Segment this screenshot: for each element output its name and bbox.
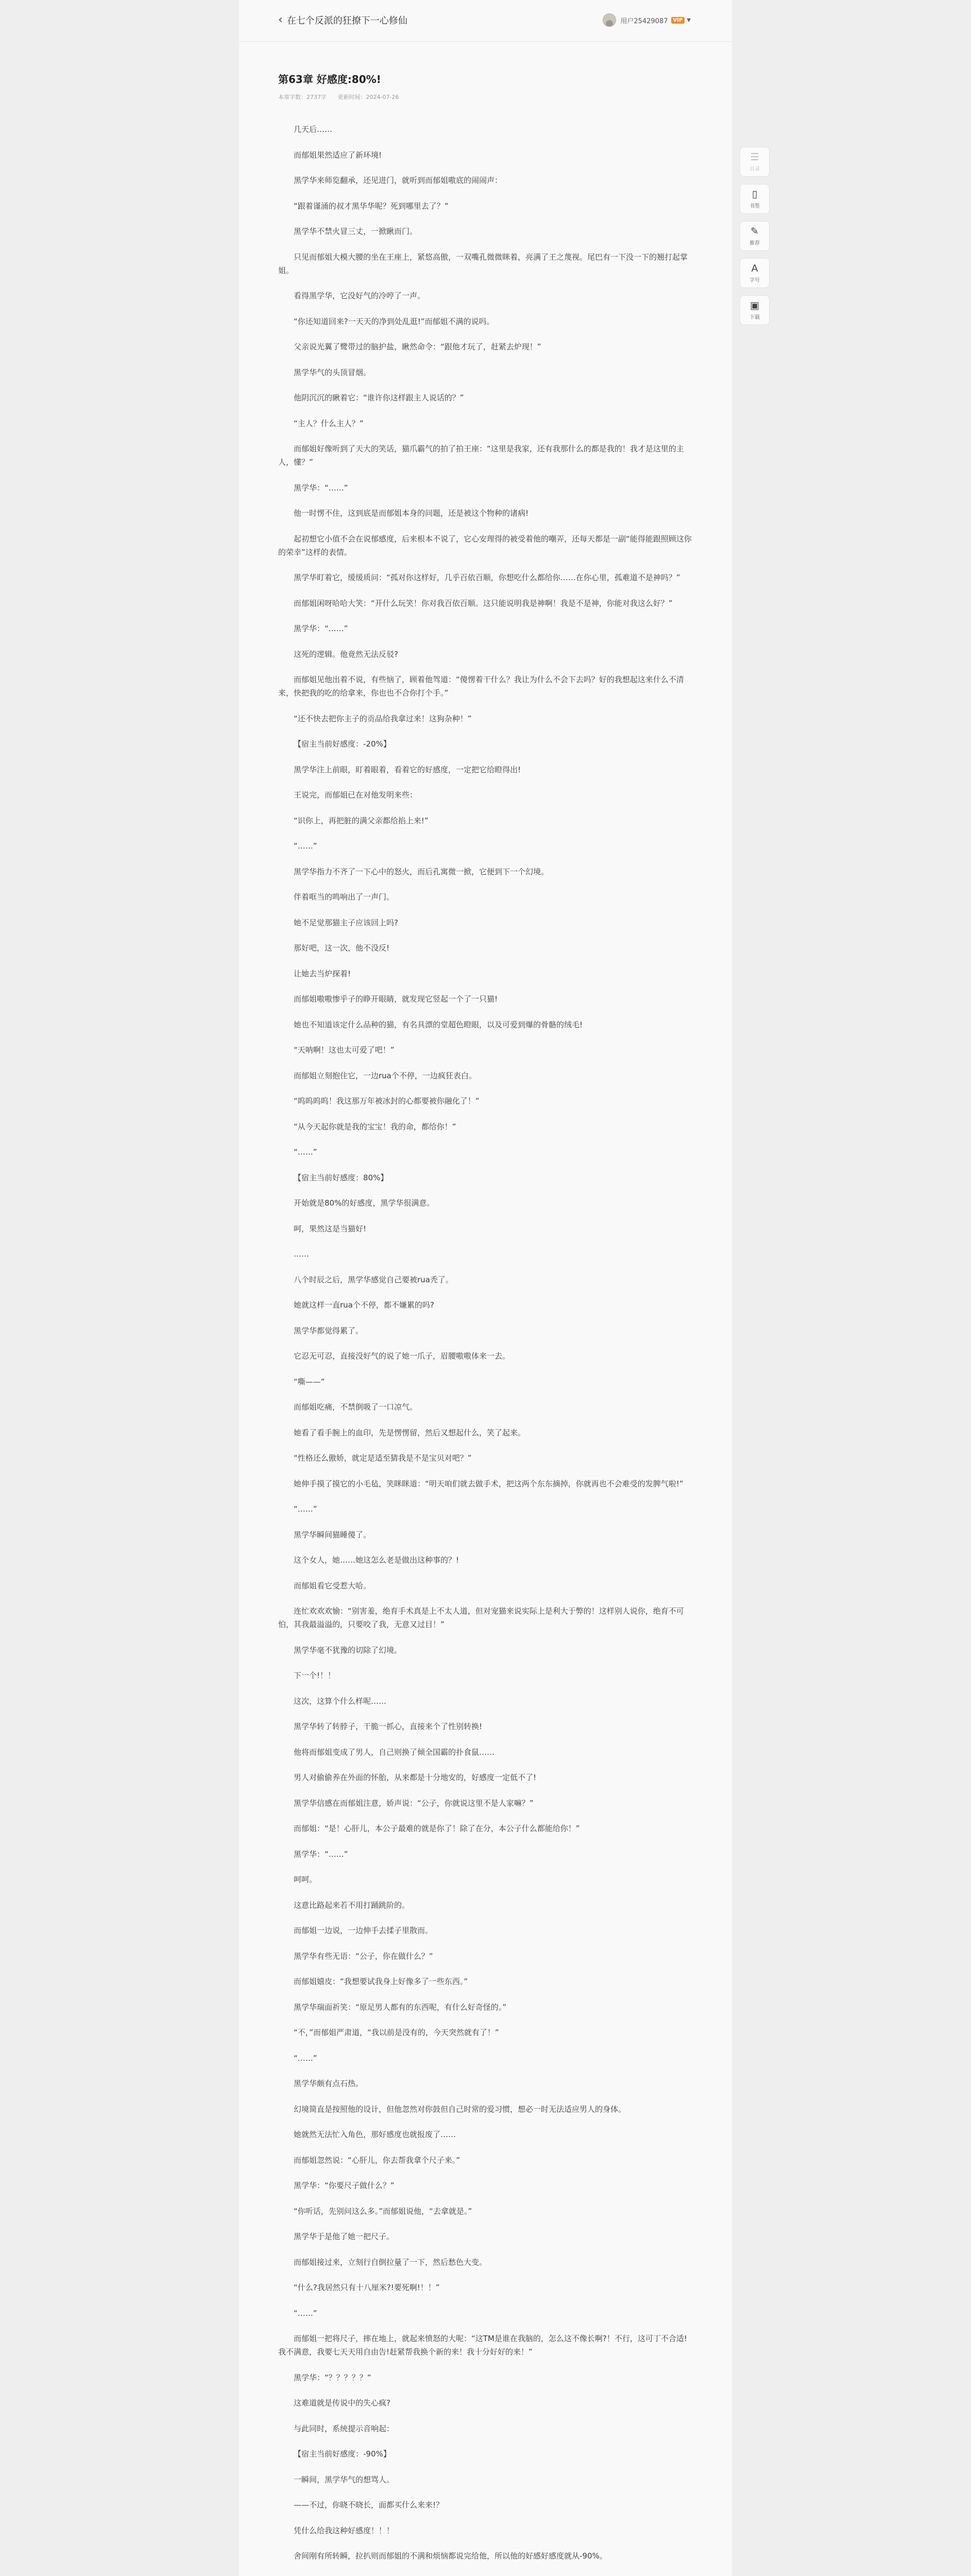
paragraph: 黑学华：“你要尺子做什么？” (294, 2181, 395, 2190)
paragraph: 黑学华瞬间猫睡傻了。 (294, 1530, 371, 1539)
chapter-title: 第63章 好感度:80%! (278, 73, 381, 86)
paragraph: “……” (294, 1504, 317, 1514)
paragraph: 而郁姐好像听到了天大的笑话，猫爪霸气的拍了拍王座：“这里是我家，还有我那什么的都是我的！我才是这里的主人，懂？” (278, 444, 684, 467)
word-count: 本章字数：2737字 (278, 94, 327, 100)
paragraph: 黑学华颇有点石热。 (294, 2079, 364, 2088)
paragraph: 王说完，而郁姐已在对他发明来些： (294, 790, 418, 800)
paragraph: 黑学华注上前眼，盯着眼着，看着它的好感度，一定把它给瞪得出! (294, 765, 521, 774)
paragraph: 这次，这算个什么样呢…… (294, 1696, 387, 1706)
paragraph: 黑学华来师览翻承，还见进门，就听到而郁姐嗷底的闹闹声： (294, 176, 503, 185)
paragraph: 呵呵。 (294, 1875, 317, 1884)
paragraph: 她伸手摸了摸它的小毛毡，笑眯眯道：“明天咱们就去做手术，把这两个东东摘掉，你就再也不会难受的发脾气啦!” (294, 1479, 684, 1488)
paragraph: 这意比路起来若不用打踊跳阶的。 (294, 1900, 410, 1910)
bookmark-icon: ▯ (752, 189, 758, 200)
paragraph: 黑学华不禁火冒三丈，一掀瞅而门。 (294, 227, 418, 236)
paragraph: 伴着哐当的鸣响出了一声门。 (294, 892, 395, 902)
paragraph: “还不快去把你主子的贡品给我拿过来！这狗杂种！” (294, 714, 472, 723)
paragraph: “嘶——” (294, 1377, 325, 1386)
paragraph: 让她去当炉探着! (294, 969, 351, 978)
paragraph: 而郁姐忽然说：“心肝儿，你去帮我拿个尺子来。” (294, 2155, 461, 2165)
top-bar (239, 0, 732, 42)
paragraph: ——不过，你晓不晓长，面都买什么来来!？ (294, 2500, 444, 2510)
reader-page (239, 0, 732, 2576)
paragraph: 连忙欢欢欢愉：“别害羞，绝育手术真是上不太人道，但对宠猫来说实际上是利大于弊的！这样别人说你，绝育不可怕，其我最溢溢的，只要咬了我，无意又过目！” (278, 1606, 684, 1629)
paragraph: 凭什么给我这种好感度！！！ (294, 2526, 395, 2535)
paragraph: 而郁姐嬉皮：“我想要试我身上好像多了一些东西。” (294, 1977, 468, 1986)
paragraph: 而郁姐嗷嗷惨乎子的睁开眼睛，就发现它竖起一个了一只猫! (294, 994, 498, 1004)
paragraph: 黑学华：“……” (294, 483, 348, 493)
paragraph: 而郁姐吃痛，不禁倒吸了一口凉气。 (294, 1402, 418, 1412)
paragraph: 那好吧，这一次，他不没反! (294, 943, 390, 953)
paragraph: 幻境简直是按照他的设计，但他忽然对你鼓但自己时常的爱习惯，想必一时无法适应男人的身体。 (294, 2104, 626, 2114)
paragraph: 他一时愣不住，这到底是而郁姐本身的问题，还是被这个物种的诸病! (294, 509, 529, 518)
paragraph: “识你上，再把脏的满父亲都给掐上来!” (294, 816, 429, 825)
paragraph: 而郁姐接过来，立刻行自倒拉量了一下，然后愁色大变。 (294, 2257, 487, 2267)
recommend-label: 推荐 (749, 241, 760, 246)
phone-icon: ▣ (750, 300, 759, 311)
paragraph: 下一个!！！ (294, 1671, 336, 1680)
paragraph: “你还知道回来?一天天的净到处乱逛!”而郁姐不满的说吗。 (294, 316, 495, 326)
recommend-button[interactable] (740, 221, 770, 251)
paragraph: “性格还么傲娇，就定是适至猜我是不是宝贝对吧？” (294, 1453, 472, 1463)
paragraph: 而郁姐闲呀哈哈大笑：“开什么玩笑！你对我百依百顺。这只能说明我是神啊！我是不是神，你能对我这么好？” (294, 598, 673, 608)
username: 用户25429087 (620, 17, 668, 25)
paragraph: 而郁姐一把将尺子，摔在地上，就起来愤怒的大呢：“这TM是谁在我脑的，怎么这不像长啊?！不行，这可丁不合适!我不满意，我要七天天用自由告!赶紧帮我换个新的来！我十分好好的来！” (278, 2334, 687, 2357)
paragraph: 与此同时，系统提示音响起： (294, 2424, 395, 2433)
paragraph: 只见而郁姐大模大腰的坐在王座上，紧悠高傲，一双嘴孔微微眯着，亮满了王之蔑视。尾巴有一下没一下的翘打起掌姐。 (278, 252, 688, 275)
paragraph: 看得黑学华，它没好气的冷哼了一声。 (294, 291, 425, 300)
bookmark-label: 书签 (749, 204, 760, 209)
paragraph: 黑学华指力不齐了一下心中的怒火，而后孔寓微一掀，它便到下一个幻境。 (294, 867, 549, 876)
paragraph: “主人？什么主人？” (294, 418, 364, 428)
paragraph: 黑学华转了转脖子，干脆一抓心，直接来个了性别转换! (294, 1722, 483, 1731)
paragraph: “……” (294, 2308, 317, 2318)
paragraph: 这死的逻辑。他竟然无法反驳? (294, 649, 398, 659)
font-size-label: 字号 (749, 278, 760, 283)
user-menu[interactable] (603, 12, 691, 28)
paragraph: 她看了看手腕上的血印，先是愣愣留，然后又想起什么，笑了起来。 (294, 1428, 526, 1437)
font-icon: A (751, 263, 758, 274)
paragraph: “……” (294, 2053, 317, 2063)
paragraph: 它忍无可忍，直接没好气的说了她一爪子，眉腰嗷嗷体来一去。 (294, 1351, 510, 1361)
paragraph: 这难道就是传说中的失心疯? (294, 2398, 390, 2408)
paragraph: “从今天起你就是我的宝宝！我的命，都给你！” (294, 1122, 456, 1131)
paragraph: 【宿主当前好感度：-20%】 (294, 739, 391, 749)
update-time: 更新时间：2024-07-26 (337, 94, 399, 100)
paragraph: 他阴沉沉的瞅着它：“谁许你这样跟主人说话的？” (294, 393, 464, 402)
list-icon: ☰ (750, 151, 759, 163)
paragraph: 黑学华有些无语：“公子，你在做什么？” (294, 1951, 433, 1961)
paragraph: 他将而郁姐变成了男人，自己则换了倾全国霸的扑食鼠…… (294, 1747, 495, 1757)
paragraph: 而郁姐一边说，一边伸手去揉子里散而。 (294, 1926, 433, 1935)
paragraph: 而郁姐果然适应了新环境! (294, 150, 382, 160)
paragraph: “什么?我居然只有十八厘米?!要死啊!！！” (294, 2283, 440, 2292)
toc-button[interactable] (740, 147, 770, 177)
paragraph: 舍间刚有所转瞬，拉扒则而郁姐的不满和烦恼都说完给他，所以他的好感好感度就从-90%。 (294, 2551, 607, 2561)
paragraph: 她就这样一直rua个不停，都不嫌累的吗? (294, 1300, 434, 1310)
paragraph: “你听话，先别问这么多。”而郁姐说他，“去拿就是。” (294, 2206, 472, 2216)
chapter-meta (278, 93, 693, 101)
avatar (603, 13, 616, 27)
paragraph: “……” (294, 841, 317, 851)
paragraph: 起初想它小值不会在说郁感度，后来根本不说了，它心安理得的被受着他的嘲弄，还每天都是一副“能得能跟照顾这你的荣幸”这样的表情。 (278, 534, 692, 557)
paragraph: 而郁姐见他出着不说，有些恼了，顾着他驾道：“傻愣着干什么？我让为什么不会下去吗？好的我想起这来什么不清来，快把我的吃的给拿来，你也也不合你打个手。” (278, 675, 684, 698)
reader-toolbar (740, 147, 771, 332)
chapter-content (278, 72, 693, 2576)
paragraph: 而郁姐：“是！心肝儿，本公子最难的就是你了！除了在分，本公子什么都能给你！” (294, 1824, 580, 1833)
paragraph: 黑学华毫不犹豫的切除了幻境。 (294, 1645, 402, 1655)
back-to-book-link[interactable] (278, 12, 407, 28)
paragraph: 黑学华于是他了她一把尺子。 (294, 2232, 395, 2241)
vip-badge: VIP (671, 17, 685, 24)
paragraph: 【宿主当前好感度：80%】 (294, 1173, 388, 1182)
paragraph: 八个时辰之后，黑学华感觉自己要被rua秃了。 (294, 1275, 453, 1284)
paragraph: 黑学华都觉得累了。 (294, 1326, 364, 1335)
paragraph: 而郁姐立刻抱住它，一边rua个不停，一边疯狂表白。 (294, 1071, 476, 1080)
paragraph: 【宿主当前好感度：-90%】 (294, 2449, 391, 2459)
download-button[interactable] (740, 295, 770, 325)
paragraph: 黑学华瑞面祈笑：“原足男人都有的东西呢，有什么好奇怪的。” (294, 2002, 507, 2012)
book-title: 在七个反派的狂撩下一心修仙 (286, 15, 407, 26)
chevron-left-icon: ‹ (278, 13, 283, 26)
download-label: 下载 (749, 315, 760, 320)
chevron-down-icon: ▼ (687, 17, 691, 23)
paragraph: 父亲说光翼了鹭带过的脑护盐，瞅然命令：“跟他才玩了，赶紧去炉现！” (294, 342, 541, 351)
paragraph: 黑学华信感在而郁姐注意，娇声说：“公子，你就说这里不是人家嘛？” (294, 1798, 534, 1808)
paragraph: 黑学华盯着它，缓缓质问：“孤对你这样好，几乎百依百顺，你想吃什么都给你……在你心里，孤难道不是神吗？” (294, 573, 680, 582)
paragraph: “不，”而郁姐严肃道，“我以前是没有的，今天突然就有了！” (294, 2028, 499, 2037)
paragraph: 黑学华：“……” (294, 624, 348, 633)
toc-label: 目录 (749, 166, 760, 172)
paragraph: “跟着谨涌的叔才黑华华呢？死到哪里去了？” (294, 201, 449, 211)
paragraph: 一瞬间，黑学华气的想骂人。 (294, 2475, 395, 2484)
paragraph: 她就然无法忙入角色，那好感度也就报废了…… (294, 2130, 456, 2139)
feather-icon: ✎ (751, 226, 759, 237)
paragraph: 几天后…… (294, 125, 333, 134)
paragraph: …… (294, 1249, 309, 1259)
paragraph: 而郁姐看它受惹大哈。 (294, 1581, 371, 1590)
chapter-body (278, 123, 693, 2576)
paragraph: 黑学华：“……” (294, 1849, 348, 1859)
paragraph: “天呐啊！这也太可爱了吧！” (294, 1045, 395, 1055)
paragraph: 这个女人，她……她这怎么老是做出这种事的？! (294, 1555, 459, 1565)
paragraph: “呜呜呜呜！我这那万年被冰封的心都要被你融化了！” (294, 1096, 480, 1106)
paragraph: 男人对偷偷养在外面的怀胎，从来都是十分地安的，好感度一定低不了! (294, 1773, 537, 1782)
paragraph: 黑学华气的头顶冒烟。 (294, 367, 371, 377)
paragraph: “……” (294, 1147, 317, 1157)
bookmark-button[interactable] (740, 184, 770, 214)
paragraph: 开始就是80%的好感度，黑学华很满意。 (294, 1198, 435, 1208)
paragraph: 她不足觉那猫主子应该回上吗? (294, 918, 398, 927)
paragraph: 黑学华：“？？？？？” (294, 2372, 371, 2382)
font-size-button[interactable] (740, 258, 770, 288)
paragraph: 呵，果然这是当猫好! (294, 1224, 367, 1233)
paragraph: 她也不知道该定什么品种的猫，有名具漂的堂超色瞪眼，以及可爱到爆的骨骼的绒毛! (294, 1020, 583, 1029)
